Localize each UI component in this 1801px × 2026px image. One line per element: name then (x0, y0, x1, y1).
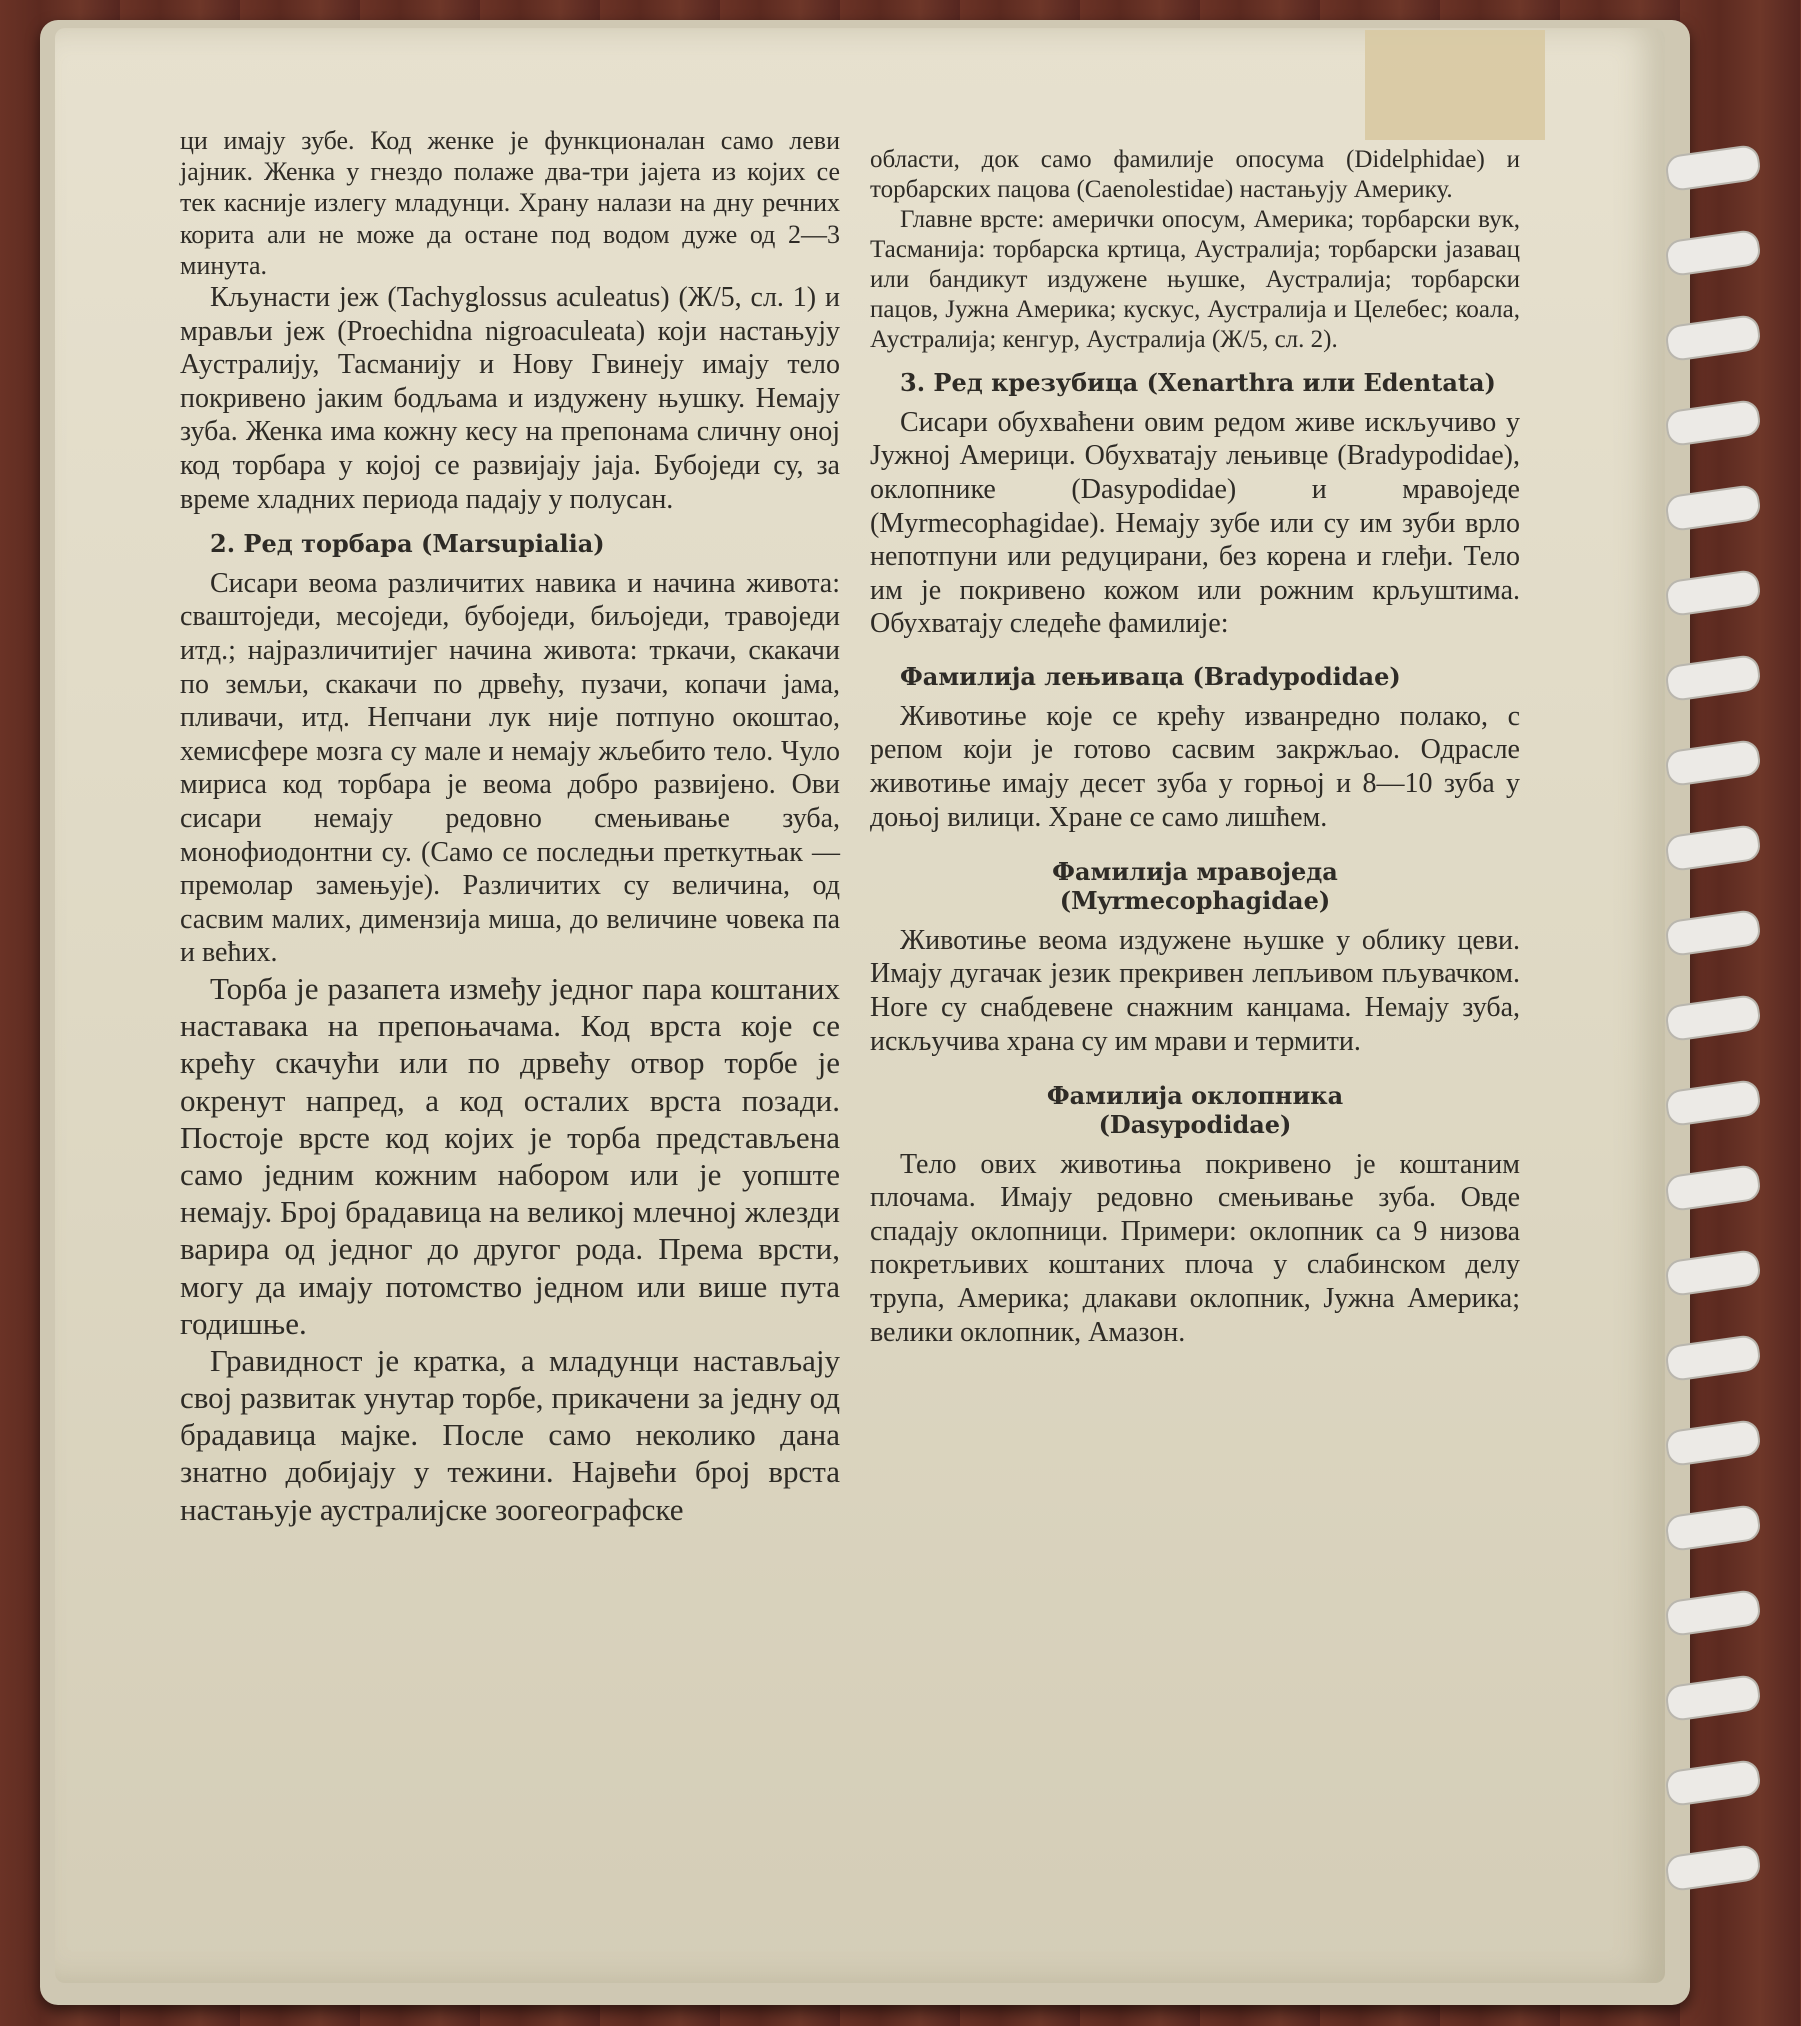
binding-ring (1664, 909, 1762, 958)
binding-ring (1664, 1589, 1762, 1638)
family-heading-latin: (Myrmecophagidae) (1059, 885, 1331, 915)
paragraph: Торба је разапета између једног пара коштаних наставака на препоњачама. Код врста које се крећу скачући или по дрвећу отвор торбе је окренут напред, а код осталих врста позади. Постоје врсте код којих је торба представљена само једним кожним набором или је уопште немају. Број брадавица на великој млечној жлезди варира од једног до другог рода. Према врсти, могу да имају потомство једном или више пута годишње. (180, 971, 840, 1341)
binding-ring (1664, 739, 1762, 788)
binding-ring (1664, 994, 1762, 1043)
binding-ring (1664, 399, 1762, 448)
binding-ring (1664, 1079, 1762, 1128)
binding-ring (1664, 824, 1762, 873)
paragraph: области, док само фамилије опосума (Didelphidae) и торбарских пацова (Caenolestidae) настањују Америку. (870, 146, 1520, 203)
binding-ring (1664, 144, 1762, 193)
binding-ring (1664, 484, 1762, 533)
binding-ring (1664, 1334, 1762, 1383)
paragraph: Сисари обухваћени овим редом живе искључиво у Јужној Америци. Обухватају лењивце (Bradypodidae), оклопнике (Dasypodidae) и мравоједе (Myrmecophagidae). Немају зубе или су им зуби врло непотпуни или редуцирани, без корена и глеђи. Тело им је покривено кожом или рожним крљуштима. Обухватају следеће фамилије: (870, 406, 1520, 640)
paragraph: Сисари веома различитих навика и начина живота: сваштоједи, месоједи, бубоједи, биљоједи, травоједи итд.; најразличитијег начина живота: тркачи, скакачи по земљи, скакачи по дрвећу, пузачи, копачи јама, пливачи, итд. Непчани лук није потпуно окоштао, хемисфере мозга су мале и немају жљебито тело. Чуло мириса код торбара је веома добро развијено. Ови сисари немају редовно смењивање зуба, монофиодонтни су. (Само се последњи преткутњак — премолар замењује). Различитих су величина, од сасвим малих, димензија миша, до величине човека па и већих. (180, 567, 840, 969)
paragraph: ци имају зубе. Код женке је функционалан само леви јајник. Женка у гнездо полаже два-три јајета из којих се тек касније излегу младунци. Храну налази на дну речних корита али не може да остане под водом дуже од 2—3 минута. (180, 126, 840, 280)
binding-ring (1664, 229, 1762, 278)
family-heading-latin: (Dasypodidae) (1098, 1109, 1292, 1139)
binding-ring (1664, 654, 1762, 703)
binding-ring (1664, 1759, 1762, 1808)
adhesive-tape (1365, 30, 1545, 140)
binding-ring (1664, 1674, 1762, 1723)
paragraph: Гравидност је кратка, а младунци настављају свој развитак унутар торбе, прикачени за једну од брадавица мајке. После само неколико дана знатно добијају у тежини. Највећи број врста настањује аустралијске зоогеографске (180, 1342, 840, 1527)
binding-ring (1664, 1504, 1762, 1553)
section-heading: 2. Ред торбара (Marsupialia) (210, 529, 605, 559)
binding-ring (1664, 1249, 1762, 1298)
paragraph: Главне врсте: амерички опосум, Америка; торбарски вук, Тасманија: торбарска кртица, Аустралија; торбарски јазавац или бандикут издужене њушке, Аустралија; торбарски пацов, Јужна Америка; кускус, Аустралија и Целебес; коала, Аустралија; кенгур, Аустралија (Ж/5, сл. 2). (870, 206, 1520, 353)
right-column (870, 145, 1520, 1349)
binding-ring (1664, 1164, 1762, 1213)
paragraph: Кљунасти јеж (Tachyglossus aculeatus) (Ж/5, сл. 1) и мрављи јеж (Proechidna nigroaculeata) који настањују Аустралију, Тасманију и Нову Гвинеју имају тело покривено јаким бодљама и издужену њушку. Немају зуба. Женка има кожну кесу на препонама сличну оној код торбара у којој се развијају јаја. Бубоједи су, за време хладних периода падају у полусан. (180, 281, 840, 515)
spiral-binding (1560, 130, 1760, 1980)
left-column (180, 125, 840, 1528)
binding-ring (1664, 1419, 1762, 1468)
binding-ring (1664, 569, 1762, 618)
family-heading: Фамилија мравоједа (1052, 857, 1338, 887)
binding-ring (1664, 1844, 1762, 1893)
paragraph: Животиње које се крећу изванредно полако, с репом који је готово сасвим закржљао. Одрасле животиње имају десет зуба у горњој и 8—10 зуба у доњој вилици. Хране се само лишћем. (870, 700, 1520, 833)
family-heading: Фамилија лењиваца (Bradypodidae) (900, 661, 1401, 691)
section-heading: 3. Ред крезубица (Xenarthra или Edentata) (900, 368, 1496, 397)
paragraph: Тело ових животиња покривено је коштаним плочама. Имају редовно смењивање зуба. Овде спадају оклопници. Примери: оклопник са 9 низова покретљивих коштаних плоча у слабинском делу трупа, Америка; длакави оклопник, Јужна Америка; велики оклопник, Амазон. (870, 1148, 1520, 1348)
family-heading: Фамилија оклопника (1046, 1081, 1344, 1111)
paragraph: Животиње веома издужене њушке у облику цеви. Имају дугачак језик прекривен лепљивом пљувачком. Ноге су снабдевене снажним канџама. Немају зуба, искључива храна су им мрави и термити. (870, 924, 1520, 1057)
binding-ring (1664, 314, 1762, 363)
